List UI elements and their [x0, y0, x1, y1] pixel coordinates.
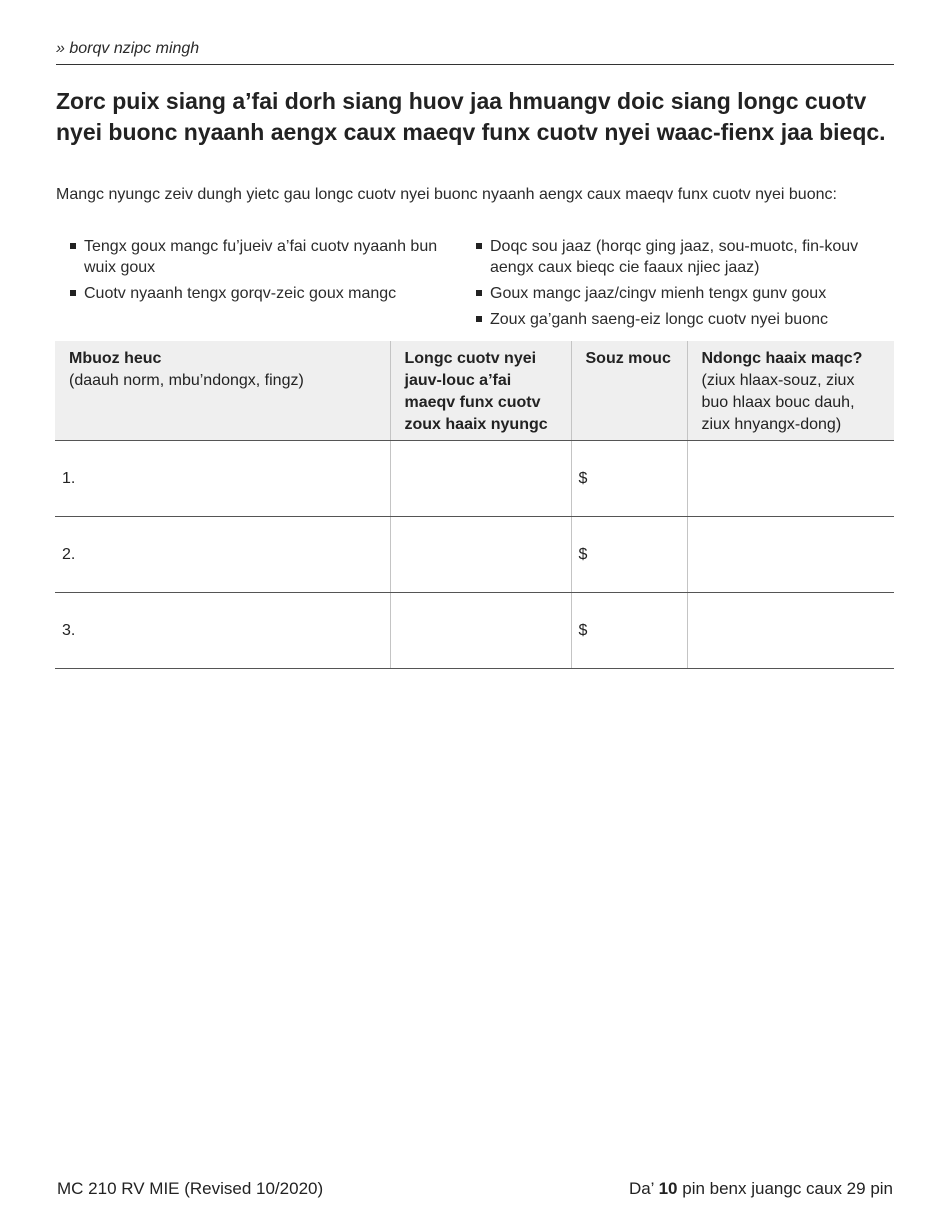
section-header: » borqv nzipc mingh	[56, 39, 894, 65]
expense-table	[55, 341, 894, 669]
bullet-square-icon	[476, 290, 482, 296]
form-id: MC 210 RV MIE (Revised 10/2020)	[57, 1179, 324, 1198]
page-indicator: Da’ 10 pin benx juangc caux 29 pin	[628, 1179, 893, 1198]
bullet-square-icon	[476, 316, 482, 322]
list-item: Goux mangc jaaz/cingv mienh tengx gunv goux	[476, 283, 896, 304]
name-cell[interactable]: 2.	[55, 517, 390, 593]
bullet-square-icon	[476, 243, 482, 249]
table-header-row	[55, 341, 894, 441]
header-name-column: Mbuoz heuc (daauh norm, mbu’ndongx, fingz)	[55, 341, 390, 441]
amount-cell[interactable]: $	[571, 517, 687, 593]
page-number: 10	[658, 1179, 678, 1198]
header-frequency-column: Ndongc haaix maqc? (ziux hlaax-souz, ziux buo hlaax bouc dauh, ziux hnyangx-dong)	[687, 341, 894, 441]
table-row	[55, 441, 894, 517]
name-cell[interactable]: 1.	[55, 441, 390, 517]
purpose-cell[interactable]	[390, 441, 571, 517]
bullet-list-right	[476, 236, 896, 335]
frequency-cell[interactable]	[687, 441, 894, 517]
list-item: Zoux ga’ganh saeng-eiz longc cuotv nyei buonc	[476, 309, 896, 330]
purpose-cell[interactable]	[390, 517, 571, 593]
amount-cell[interactable]: $	[571, 593, 687, 669]
frequency-cell[interactable]	[687, 517, 894, 593]
header-purpose-column: Longc cuotv nyei jauv-louc a’fai maeqv funx cuotv zoux haaix nyungc	[390, 341, 571, 441]
frequency-cell[interactable]	[687, 593, 894, 669]
table-row	[55, 517, 894, 593]
name-cell[interactable]: 3.	[55, 593, 390, 669]
bullet-square-icon	[70, 243, 76, 249]
purpose-cell[interactable]	[390, 593, 571, 669]
page-title: Zorc puix siang a’fai dorh siang huov jaa hmuangv doic siang longc cuotv nyei buonc nyaanh aengx caux maeqv funx cuotv nyei waac-fienx jaa bieqc.	[56, 88, 886, 145]
intro-text: Mangc nyungc zeiv dungh yietc gau longc cuotv nyei buonc nyaanh aengx caux maeqv funx cuotv nyei buonc:	[56, 186, 837, 203]
header-amount-column: Souz mouc	[571, 341, 687, 441]
bullet-square-icon	[70, 290, 76, 296]
table-row	[55, 593, 894, 669]
list-item: Doqc sou jaaz (horqc ging jaaz, sou-muotc, fin-kouv aengx caux bieqc cie faaux njiec jaaz)	[476, 236, 896, 278]
amount-cell[interactable]: $	[571, 441, 687, 517]
list-item: Tengx goux mangc fu’jueiv a’fai cuotv nyaanh bun wuix goux	[70, 236, 465, 278]
list-item: Cuotv nyaanh tengx gorqv-zeic goux mangc	[70, 283, 465, 304]
bullet-list-left	[70, 236, 465, 309]
